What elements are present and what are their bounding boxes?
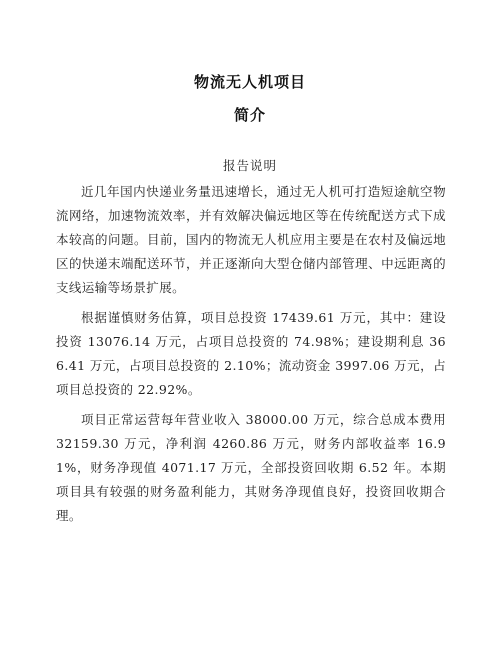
document-subtitle: 简介 (233, 106, 266, 124)
section-heading: 报告说明 (222, 158, 277, 173)
body-text (56, 180, 446, 534)
paragraph-returns: 项目正常运营每年营业收入 38000.00 万元，综合总成本费用 32159.30 万元，净利润 4260.86 万元，财务内部收益率 16.91%，财务净现值 4071.17 万元，全部投资回收期 6.52 年。本期项目具有较强的财务盈利能力，其财务净现值良好，投资回收期合理。 (56, 412, 446, 523)
paragraph-intro: 近几年国内快递业务量迅速增长，通过无人机可打造短途航空物流网络，加速物流效率，并有效解决偏远地区等在传统配送方式下成本较高的问题。目前，国内的物流无人机应用主要是在农村及偏远地区的快递末端配送环节，并正逐渐向大型仓储内部管理、中远距离的支线运输等场景扩展。 (56, 184, 446, 295)
document-title: 物流无人机项目 (193, 73, 306, 91)
paragraph-investment: 根据谨慎财务估算，项目总投资 17439.61 万元，其中：建设投资 13076.14 万元，占项目总投资的 74.98%；建设期利息 366.41 万元，占项目总投资的 2.10%；流动资金 3997.06 万元，占项目总投资的 22.92%。 (56, 310, 446, 397)
